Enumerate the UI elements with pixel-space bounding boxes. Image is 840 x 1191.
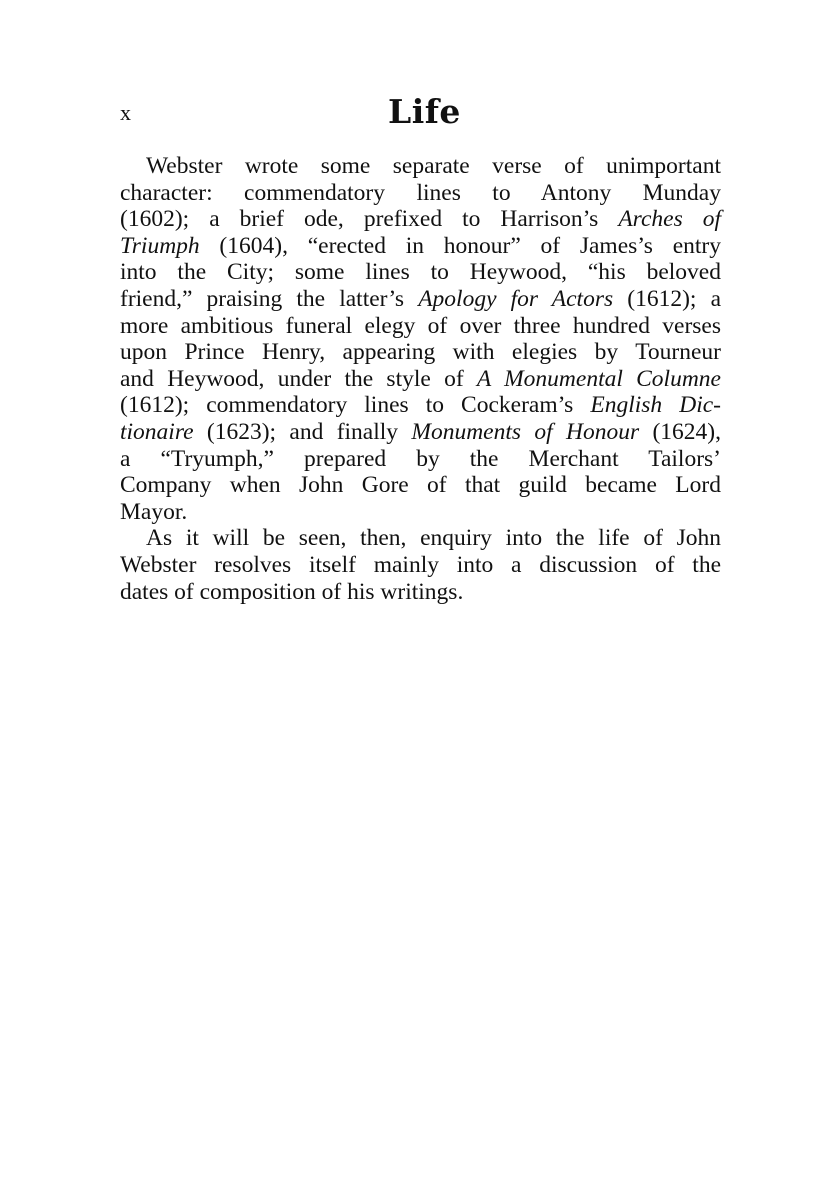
- text-run: character: commendatory lines to Antony Munday: [120, 179, 721, 206]
- text-line: [120, 339, 721, 366]
- italic-title: Monuments of Honour: [411, 418, 640, 445]
- text-run: Mayor.: [120, 498, 188, 525]
- text-line: [120, 313, 721, 340]
- text-line: [120, 579, 721, 606]
- body-text: [120, 153, 721, 605]
- text-line: [120, 233, 721, 260]
- text-run: Webster wrote some separate verse of unimportant: [146, 153, 721, 179]
- text-run: dates of composition of his writings.: [120, 578, 464, 605]
- text-run: more ambitious funeral elegy of over three hundred verses: [120, 312, 721, 339]
- text-run: and Heywood, under the style of: [120, 365, 477, 392]
- text-run: (1602); a brief ode, prefixed to Harrison’s: [120, 206, 619, 233]
- text-line: [120, 180, 721, 207]
- text-line: [120, 153, 721, 180]
- italic-title: Arches of: [618, 206, 722, 233]
- text-line: [120, 286, 721, 313]
- text-run: friend,” praising the latter’s: [120, 285, 419, 312]
- text-line: [120, 446, 721, 473]
- text-line: [120, 472, 721, 499]
- text-line: [120, 392, 721, 419]
- text-run: (1612); commendatory lines to Cockeram’s: [120, 392, 591, 419]
- page-number: x: [120, 100, 131, 125]
- text-line: [120, 206, 721, 233]
- text-run: (1623); and finally: [193, 418, 412, 445]
- text-line: [120, 419, 721, 446]
- italic-title: tionaire: [120, 418, 194, 445]
- text-run: Company when John Gore of that guild became Lord: [120, 472, 721, 499]
- text-line: [120, 259, 721, 286]
- text-run: (1612); a: [613, 285, 721, 312]
- text-line: [120, 552, 721, 579]
- text-run: As it will be seen, then, enquiry into the life of John: [146, 525, 721, 552]
- italic-title: Apology for Actors: [418, 285, 614, 312]
- italic-title: A Monumental Columne: [476, 365, 721, 392]
- text-run: (1624),: [639, 418, 721, 445]
- italic-title: English Dic-: [590, 392, 721, 419]
- italic-title: Triumph: [120, 232, 200, 259]
- text-line: [120, 366, 721, 393]
- text-run: (1604), “erected in honour” of James’s entry: [199, 232, 721, 259]
- paragraph: [120, 525, 721, 605]
- paragraph: [120, 153, 721, 525]
- text-run: a “Tryumph,” prepared by the Merchant Tailors’: [120, 445, 721, 472]
- text-line: [120, 525, 721, 552]
- text-run: into the City; some lines to Heywood, “his beloved: [120, 259, 721, 286]
- text-run: upon Prince Henry, appearing with elegies by Tourneur: [120, 339, 721, 366]
- text-run: Webster resolves itself mainly into a discussion of the: [120, 551, 721, 578]
- text-line: [120, 499, 721, 526]
- running-title: Life: [388, 92, 461, 131]
